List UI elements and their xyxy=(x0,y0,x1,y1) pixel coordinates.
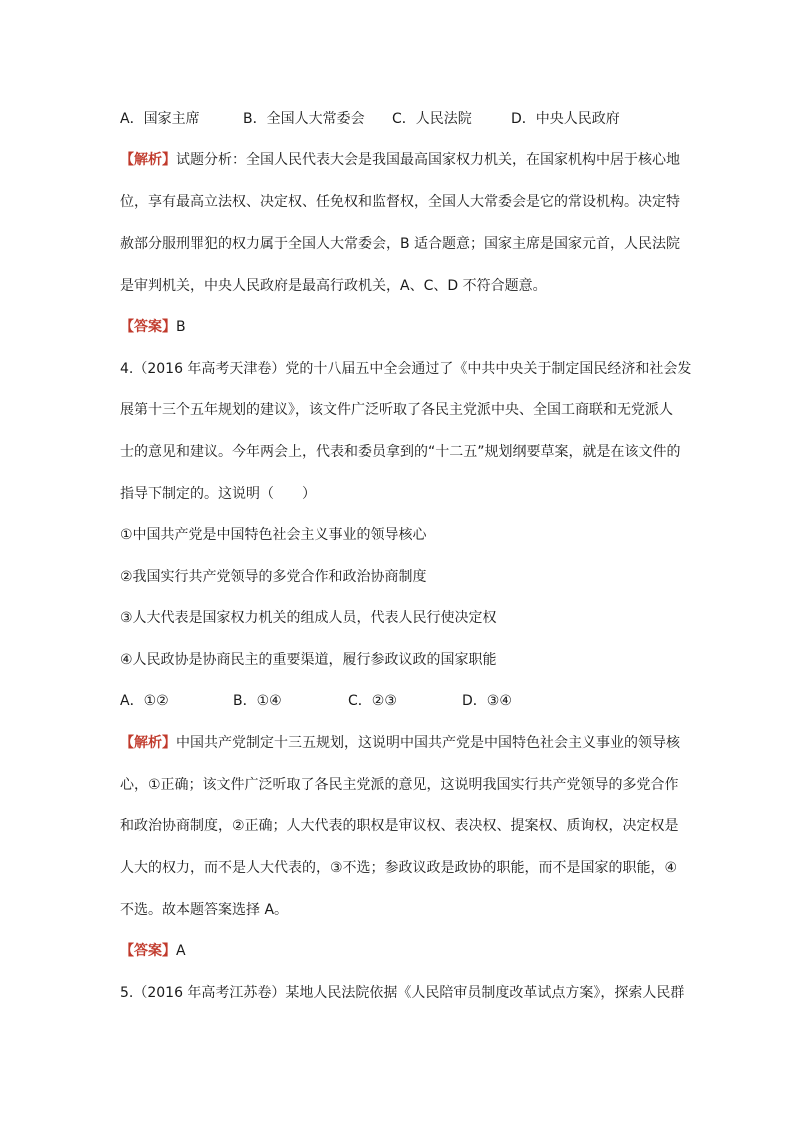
q4-statement-2: ②我国实行共产党领导的多党合作和政治协商制度 xyxy=(120,569,427,585)
q4-stem-line-4: 指导下制定的。这说明（ ） xyxy=(120,486,316,502)
answer-tag: 【答案】 xyxy=(120,319,176,335)
answer-tag: 【答案】 xyxy=(120,943,176,959)
q4-analysis-line-3: 和政治协商制度，②正确；人大代表的职权是审议权、表决权、提案权、质询权，决定权是 xyxy=(120,818,679,834)
q4-statement-1: ①中国共产党是中国特色社会主义事业的领导核心 xyxy=(120,527,427,543)
q4-analysis-line-2: 心，①正确；该文件广泛听取了各民主党派的意见，这说明我国实行共产党领导的多党合作 xyxy=(120,777,679,793)
q4-option-a: A．①② xyxy=(120,693,169,709)
q3-analysis-line-1 xyxy=(120,150,680,170)
q4-stem-line-3: 士的意见和建议。今年两会上，代表和委员拿到的“十二五”规划纲要草案，就是在该文件的 xyxy=(120,444,681,460)
q4-analysis-line-5: 不选。故本题答案选择 A。 xyxy=(120,902,289,918)
analysis-tag: 【解析】 xyxy=(120,152,176,168)
q4-answer xyxy=(120,941,680,961)
q3-analysis-line-4: 是审判机关，中央人民政府是最高行政机关，A、C、D 不符合题意。 xyxy=(120,278,547,294)
q5-stem-line-1: 5.（2016 年高考江苏卷）某地人民法院依据《人民陪审员制度改革试点方案》，探索人民群 xyxy=(120,985,685,1001)
q4-stem-line-2: 展第十三个五年规划的建议》，该文件广泛听取了各民主党派中央、全国工商联和无党派人 xyxy=(120,402,673,418)
q4-statement-3: ③人大代表是国家权力机关的组成人员，代表人民行使决定权 xyxy=(120,610,497,626)
q4-option-c: C．②③ xyxy=(348,693,397,709)
analysis-text: 试题分析：全国人民代表大会是我国最高国家权力机关，在国家机构中居于核心地 xyxy=(176,152,680,168)
q3-option-b: B．全国人大常委会 xyxy=(243,111,365,127)
q3-option-c: C．人民法院 xyxy=(392,111,472,127)
q4-stem-line-1: 4.（2016 年高考天津卷）党的十八届五中全会通过了《中共中央关于制定国民经济和社会发 xyxy=(120,361,692,377)
q3-analysis-line-3: 赦部分服刑罪犯的权力属于全国人大常委会，B 适合题意；国家主席是国家元首，人民法院 xyxy=(120,236,681,252)
q4-analysis-line-4: 人大的权力，而不是人大代表的，③不选；参政议政是政协的职能，而不是国家的职能，④ xyxy=(120,860,678,876)
q4-option-b: B．①④ xyxy=(233,693,282,709)
q4-statement-4: ④人民政协是协商民主的重要渠道，履行参政议政的国家职能 xyxy=(120,652,497,668)
q4-option-d: D．③④ xyxy=(462,693,512,709)
answer-value: B xyxy=(176,319,186,335)
q3-answer xyxy=(120,317,680,337)
analysis-text: 中国共产党制定十三五规划，这说明中国共产党是中国特色社会主义事业的领导核 xyxy=(176,735,680,751)
answer-value: A xyxy=(176,943,186,959)
q4-analysis-line-1 xyxy=(120,733,680,753)
q3-option-d: D．中央人民政府 xyxy=(511,111,620,127)
analysis-tag: 【解析】 xyxy=(120,735,176,751)
q3-option-a: A．国家主席 xyxy=(120,111,200,127)
q3-analysis-line-2: 位，享有最高立法权、决定权、任免权和监督权，全国人大常委会是它的常设机构。决定特 xyxy=(120,194,680,210)
